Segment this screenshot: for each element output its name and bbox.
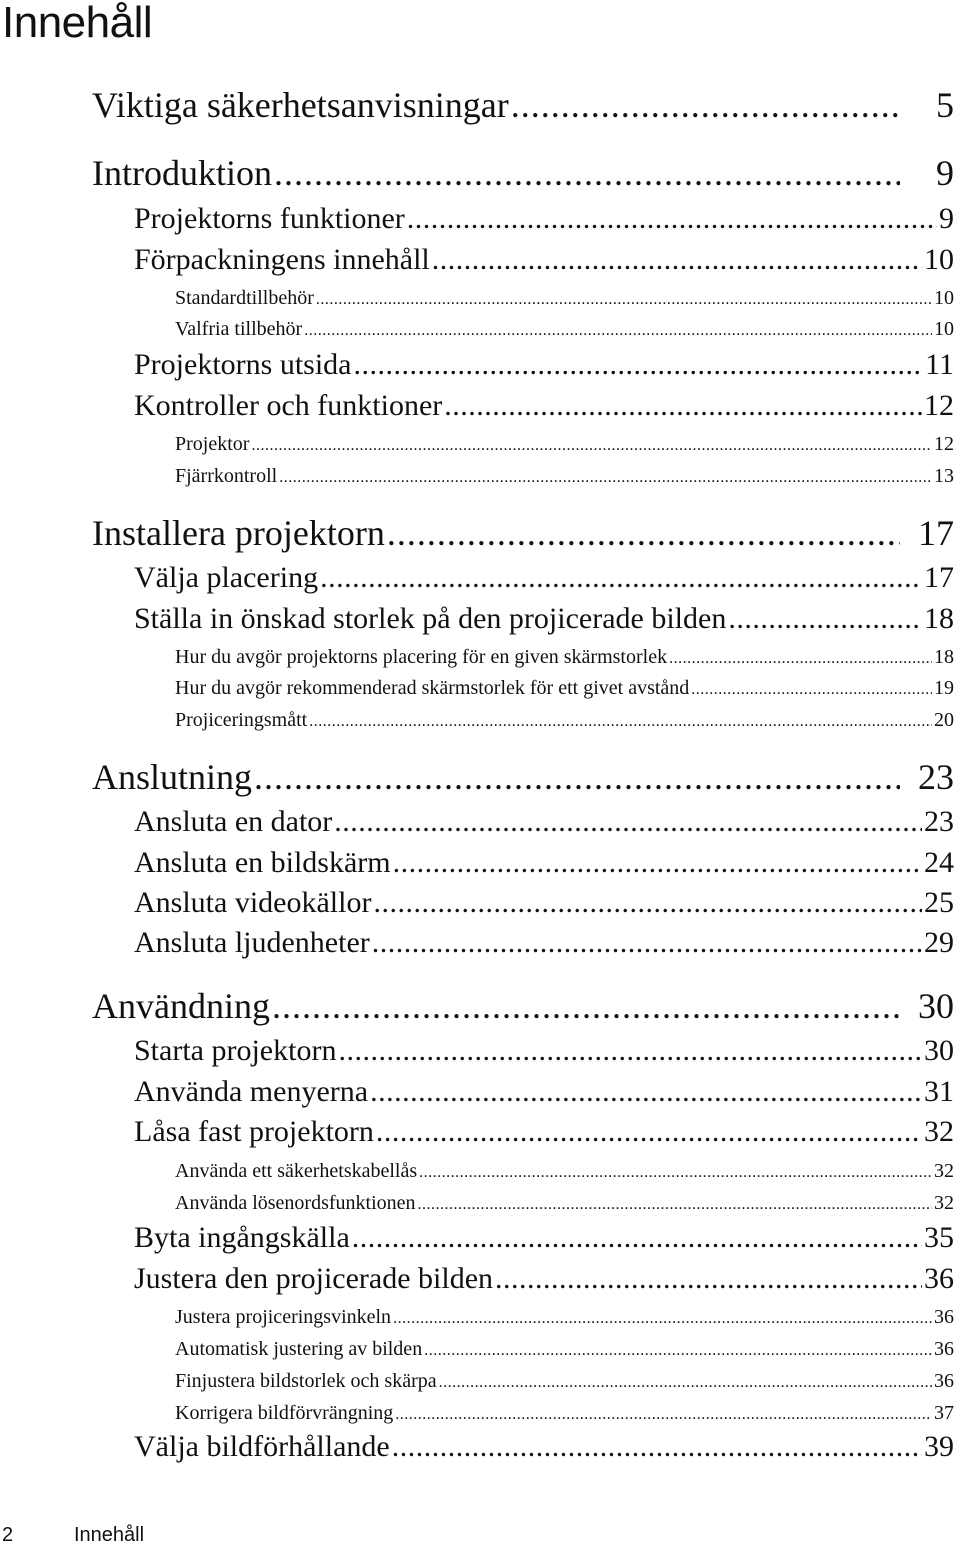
toc-entry-ansluta-ljudenheter[interactable] bbox=[134, 926, 954, 960]
toc-leader bbox=[669, 650, 932, 668]
toc-leader bbox=[370, 1075, 922, 1109]
toc-entry-page: 32 bbox=[924, 1115, 954, 1148]
toc-entry-page: 31 bbox=[924, 1075, 954, 1108]
toc-entry-page: 11 bbox=[925, 348, 954, 381]
toc-entry-page: 32 bbox=[934, 1192, 954, 1214]
toc-leader bbox=[393, 1310, 932, 1328]
toc-entry-page: 17 bbox=[918, 513, 954, 553]
toc-leader bbox=[251, 437, 932, 455]
toc-entry-title: Ansluta videokällor bbox=[134, 886, 372, 919]
toc-entry-title: Introduktion bbox=[92, 153, 272, 193]
toc-entry-title: Automatisk justering av bilden bbox=[175, 1338, 423, 1360]
toc-leader bbox=[432, 243, 922, 277]
toc-entry-title: Välja bildförhållande bbox=[134, 1430, 390, 1463]
toc-entry-finjustera-bildstorlek[interactable] bbox=[175, 1370, 954, 1393]
toc-entry-page: 12 bbox=[924, 389, 954, 422]
toc-entry-title: Använda menyerna bbox=[134, 1075, 369, 1108]
toc-entry-projektorns-utsida[interactable] bbox=[134, 348, 954, 382]
toc-entry-ansluta-videokallor[interactable] bbox=[134, 886, 954, 920]
toc-entry-title: Använda lösenordsfunktionen bbox=[175, 1192, 416, 1214]
toc-entry-ansluta-en-dator[interactable] bbox=[134, 805, 954, 839]
toc-entry-title: Använda ett säkerhetskabellås bbox=[175, 1160, 418, 1182]
toc-entry-title: Finjustera bildstorlek och skärpa bbox=[175, 1370, 437, 1392]
toc-entry-page: 36 bbox=[934, 1306, 954, 1328]
toc-entry-justera-projiceringsvinkeln[interactable] bbox=[175, 1306, 954, 1329]
toc-leader bbox=[309, 713, 932, 731]
toc-leader bbox=[395, 1406, 932, 1424]
toc-entry-page: 23 bbox=[918, 757, 954, 797]
toc-entry-title: Korrigera bildförvrängning bbox=[175, 1402, 394, 1424]
toc-leader bbox=[274, 152, 900, 194]
toc-entry-anslutning[interactable] bbox=[92, 756, 954, 798]
toc-entry-losenordsfunktionen[interactable] bbox=[175, 1192, 954, 1215]
toc-entry-page: 32 bbox=[934, 1160, 954, 1182]
toc-entry-ansluta-en-bildskarm[interactable] bbox=[134, 846, 954, 880]
toc-entry-kontroller-och-funktioner[interactable] bbox=[134, 389, 954, 423]
toc-leader bbox=[354, 348, 924, 382]
toc-entry-justera-den-projicerade-bilden[interactable] bbox=[134, 1262, 954, 1296]
toc-entry-title: Ställa in önskad storlek på den projicerade bilden bbox=[134, 602, 727, 635]
toc-entry-installera-projektorn[interactable] bbox=[92, 512, 954, 554]
toc-entry-title: Ansluta en bildskärm bbox=[134, 846, 391, 879]
toc-leader bbox=[495, 1262, 922, 1296]
toc-entry-anvandning[interactable] bbox=[92, 985, 954, 1027]
toc-leader bbox=[279, 469, 932, 487]
toc-entry-title: Användning bbox=[92, 986, 270, 1026]
toc-entry-page: 10 bbox=[934, 318, 954, 340]
toc-entry-projektor[interactable] bbox=[175, 433, 954, 456]
toc-leader bbox=[418, 1196, 932, 1214]
toc-leader bbox=[393, 846, 922, 880]
toc-entry-valja-placering[interactable] bbox=[134, 561, 954, 595]
toc-entry-page: 13 bbox=[934, 465, 954, 487]
toc-entry-automatisk-justering[interactable] bbox=[175, 1338, 954, 1361]
toc-entry-title: Hur du avgör projektorns placering för en given skärmstorlek bbox=[175, 646, 668, 668]
toc-entry-title: Välja placering bbox=[134, 561, 319, 594]
toc-entry-starta-projektorn[interactable] bbox=[134, 1034, 954, 1068]
toc-entry-valfria-tillbehor[interactable] bbox=[175, 318, 954, 341]
toc-entry-forpackningens-innehall[interactable] bbox=[134, 243, 954, 277]
footer-page-number: 2 bbox=[2, 1524, 14, 1546]
toc-leader bbox=[373, 886, 922, 920]
toc-entry-page: 5 bbox=[936, 85, 954, 125]
toc-entry-title: Valfria tillbehör bbox=[175, 318, 303, 340]
toc-entry-page: 36 bbox=[924, 1262, 954, 1295]
toc-leader bbox=[419, 1164, 932, 1182]
toc-entry-page: 9 bbox=[936, 153, 954, 193]
toc-entry-anvanda-menyerna[interactable] bbox=[134, 1075, 954, 1109]
toc-entry-page: 17 bbox=[924, 561, 954, 594]
toc-entry-title: Hur du avgör rekommenderad skärmstorlek för ett givet avstånd bbox=[175, 677, 690, 699]
toc-entry-title: Projiceringsmått bbox=[175, 709, 308, 731]
toc-entry-page: 9 bbox=[939, 202, 954, 235]
toc-entry-title: Justera projiceringsvinkeln bbox=[175, 1306, 392, 1328]
toc-leader bbox=[407, 202, 937, 236]
toc-entry-page: 18 bbox=[934, 646, 954, 668]
toc-entry-page: 10 bbox=[934, 287, 954, 309]
toc-entry-korrigera-bildforvrangning[interactable] bbox=[175, 1402, 954, 1425]
toc-leader bbox=[424, 1342, 932, 1360]
toc-entry-page: 35 bbox=[924, 1221, 954, 1254]
toc-leader bbox=[254, 756, 900, 798]
toc-entry-projektorns-placering[interactable] bbox=[175, 646, 954, 669]
toc-entry-title: Projektorns funktioner bbox=[134, 202, 405, 235]
toc-entry-page: 25 bbox=[924, 886, 954, 919]
toc-entry-page: 23 bbox=[924, 805, 954, 838]
toc-entry-title: Projektorns utsida bbox=[134, 348, 352, 381]
footer-label: Innehåll bbox=[74, 1524, 145, 1546]
toc-entry-fjarrkontroll[interactable] bbox=[175, 465, 954, 488]
toc-entry-rekommenderad-skarmstorlek[interactable] bbox=[175, 677, 954, 700]
toc-leader bbox=[352, 1221, 922, 1255]
toc-entry-title: Kontroller och funktioner bbox=[134, 389, 443, 422]
toc-leader bbox=[272, 985, 900, 1027]
toc-leader bbox=[338, 1034, 922, 1068]
toc-entry-title: Ansluta ljudenheter bbox=[134, 926, 370, 959]
toc-entry-page: 19 bbox=[934, 677, 954, 699]
toc-leader bbox=[334, 805, 922, 839]
toc-leader bbox=[511, 84, 900, 126]
toc-leader bbox=[691, 681, 932, 699]
toc-entry-page: 24 bbox=[924, 846, 954, 879]
toc-leader bbox=[316, 291, 932, 309]
toc-entry-sakerhetskabellas[interactable] bbox=[175, 1160, 954, 1183]
toc-leader bbox=[376, 1115, 922, 1149]
toc-entry-projektorns-funktioner[interactable] bbox=[134, 202, 954, 236]
toc-entry-title: Förpackningens innehåll bbox=[134, 243, 430, 276]
toc-leader bbox=[444, 389, 922, 423]
toc-entry-introduktion[interactable] bbox=[92, 152, 954, 194]
toc-entry-title: Anslutning bbox=[92, 757, 253, 797]
toc-entry-page: 36 bbox=[934, 1338, 954, 1360]
toc-entry-title: Fjärrkontroll bbox=[175, 465, 278, 487]
toc-entry-page: 20 bbox=[934, 709, 954, 731]
toc-leader bbox=[728, 602, 922, 636]
toc-entry-title: Låsa fast projektorn bbox=[134, 1115, 374, 1148]
toc-entry-page: 39 bbox=[924, 1430, 954, 1463]
toc-leader bbox=[387, 512, 900, 554]
toc-leader bbox=[304, 322, 932, 340]
toc-entry-title: Standardtillbehör bbox=[175, 287, 314, 309]
toc-entry-page: 37 bbox=[934, 1402, 954, 1424]
toc-entry-standardtillbehor[interactable] bbox=[175, 287, 954, 310]
toc-leader bbox=[392, 1430, 922, 1464]
page-title: Innehåll bbox=[2, 0, 153, 47]
toc-leader bbox=[320, 561, 922, 595]
toc-entry-title: Installera projektorn bbox=[92, 513, 385, 553]
toc-entry-title: Projektor bbox=[175, 433, 250, 455]
toc-entry-page: 12 bbox=[934, 433, 954, 455]
toc-entry-title: Viktiga säkerhetsanvisningar bbox=[92, 85, 509, 125]
toc-entry-page: 18 bbox=[924, 602, 954, 635]
toc-entry-page: 30 bbox=[918, 986, 954, 1026]
toc-leader bbox=[439, 1374, 932, 1392]
toc-entry-byta-ingangskalla[interactable] bbox=[134, 1221, 954, 1255]
toc-entry-lasa-fast-projektorn[interactable] bbox=[134, 1115, 954, 1149]
toc-entry-title: Starta projektorn bbox=[134, 1034, 337, 1067]
toc-entry-projiceringsmatt[interactable] bbox=[175, 709, 954, 732]
toc-entry-title: Justera den projicerade bilden bbox=[134, 1262, 494, 1295]
toc-leader bbox=[372, 926, 922, 960]
toc-entry-stalla-in-onskad-storlek[interactable] bbox=[134, 602, 954, 636]
toc-entry-title: Ansluta en dator bbox=[134, 805, 333, 838]
toc-entry-title: Byta ingångskälla bbox=[134, 1221, 350, 1254]
toc-entry-page: 30 bbox=[924, 1034, 954, 1067]
toc-entry-valja-bildforhallande[interactable] bbox=[134, 1430, 954, 1464]
toc-entry-viktiga-sakerhetsanvisningar[interactable] bbox=[92, 84, 954, 126]
toc-entry-page: 10 bbox=[924, 243, 954, 276]
toc-entry-page: 29 bbox=[924, 926, 954, 959]
toc-entry-page: 36 bbox=[934, 1370, 954, 1392]
